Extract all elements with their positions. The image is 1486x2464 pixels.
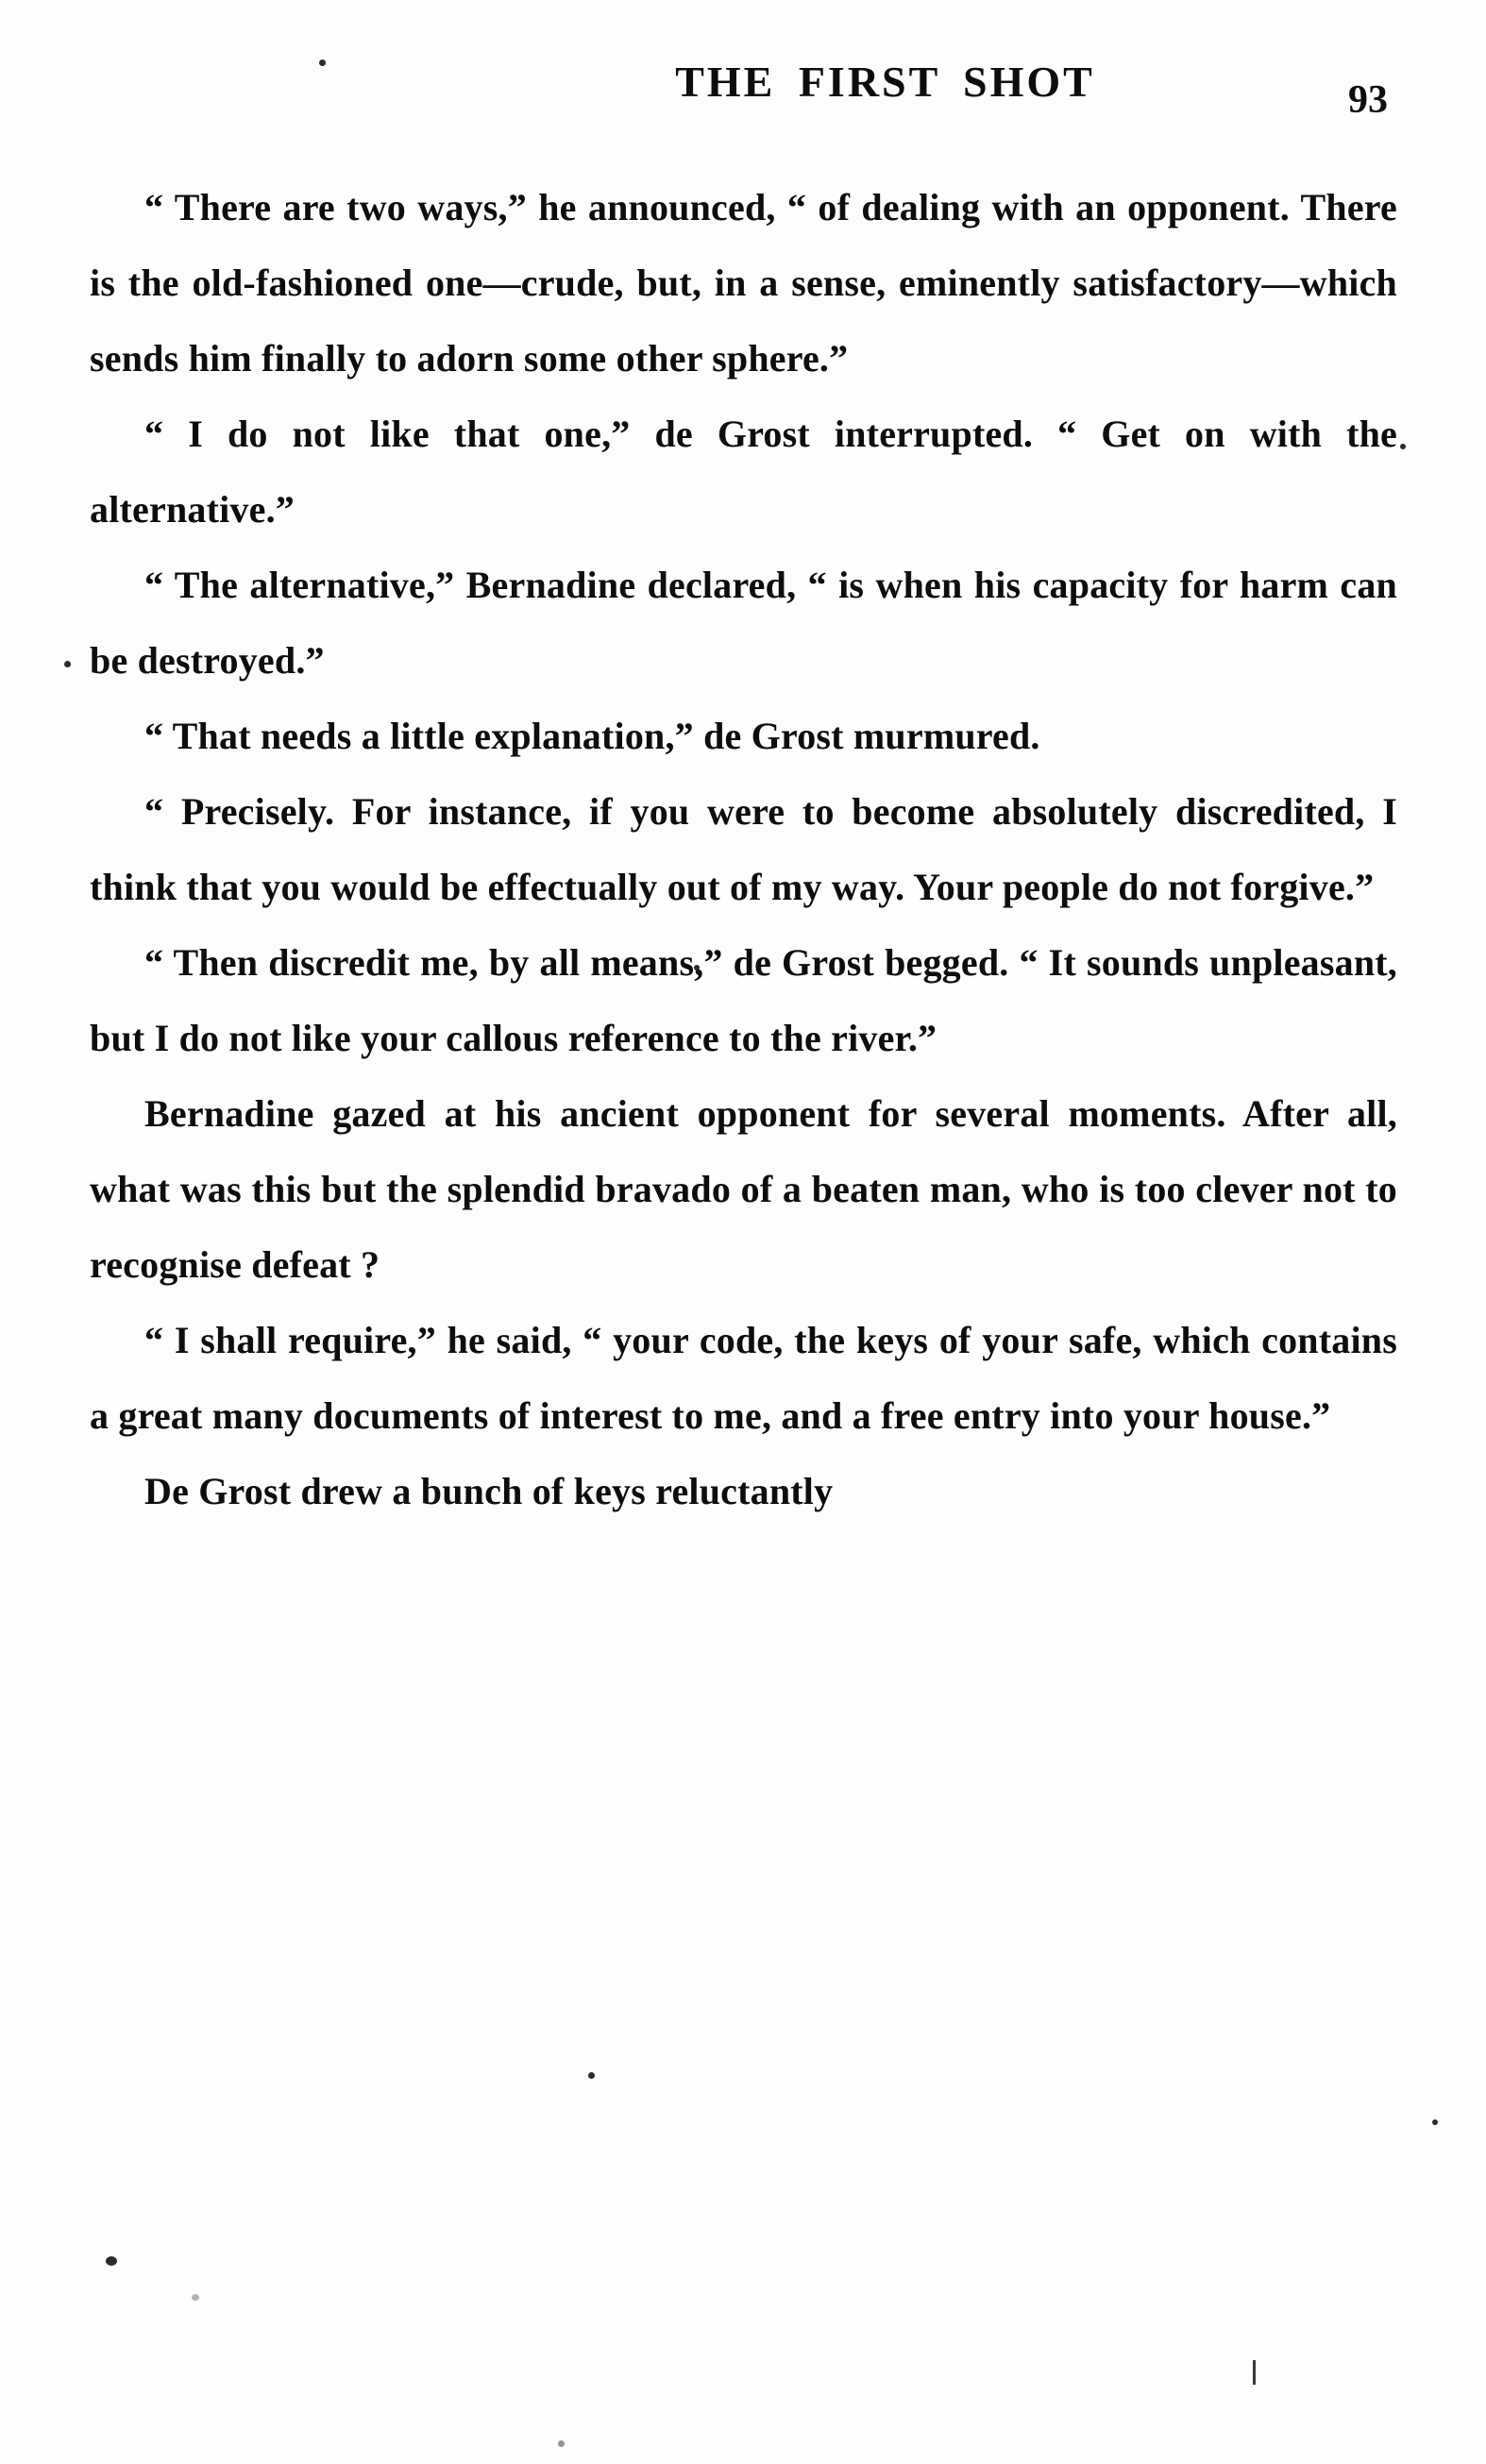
page-header [90,57,1397,160]
paragraph: “ There are two ways,” he announced, “ of dealing with an opponent. There is the old-fashioned one—crude, but, in a sense, eminently satisfactory—which sends him finally to adorn some other sphere.” [90,186,1397,380]
page-speck [106,2256,117,2266]
page-speck [1432,2119,1438,2125]
page-speck [588,2072,595,2079]
page-speck [192,2294,199,2301]
page-speck [64,661,71,667]
paragraph: Bernadine gazed at his ancient opponent for several moments. After all, what was this but the splendid bravado of a beaten man, who is too clever not to recognise defeat ? [90,1092,1397,1286]
page-number: 93 [1348,78,1388,122]
paragraph: “ I shall require,” he said, “ your code, the keys of your safe, which contains a great many documents of interest to me, and a free entry into your house.” [90,1319,1397,1437]
page-content [90,57,1397,1529]
paragraph: “ Precisely. For instance, if you were to become absolutely discredited, I think that you would be effectually out of my way. Your people do not forgive.” [90,790,1397,908]
page-margin-mark [1253,2360,1256,2385]
paragraph: De Grost drew a bunch of keys reluctantly [144,1470,834,1512]
page-speck [1400,444,1406,449]
page-speck [558,2440,565,2447]
running-head: THE FIRST SHOT [675,58,1095,106]
paragraph: “ The alternative,” Bernadine declared, “ is when his capacity for harm can be destroyed.” [90,564,1397,682]
paragraph: “ That needs a little explanation,” de Grost murmured. [144,715,1040,757]
paragraph: “ Then discredit me, by all means,” de Grost begged. “ It sounds unpleasant, but I do not like your callous reference to the river.” [90,941,1397,1059]
body-text [90,170,1397,1529]
paragraph: “ I do not like that one,” de Grost interrupted. “ Get on with the alternative.” [90,413,1397,531]
